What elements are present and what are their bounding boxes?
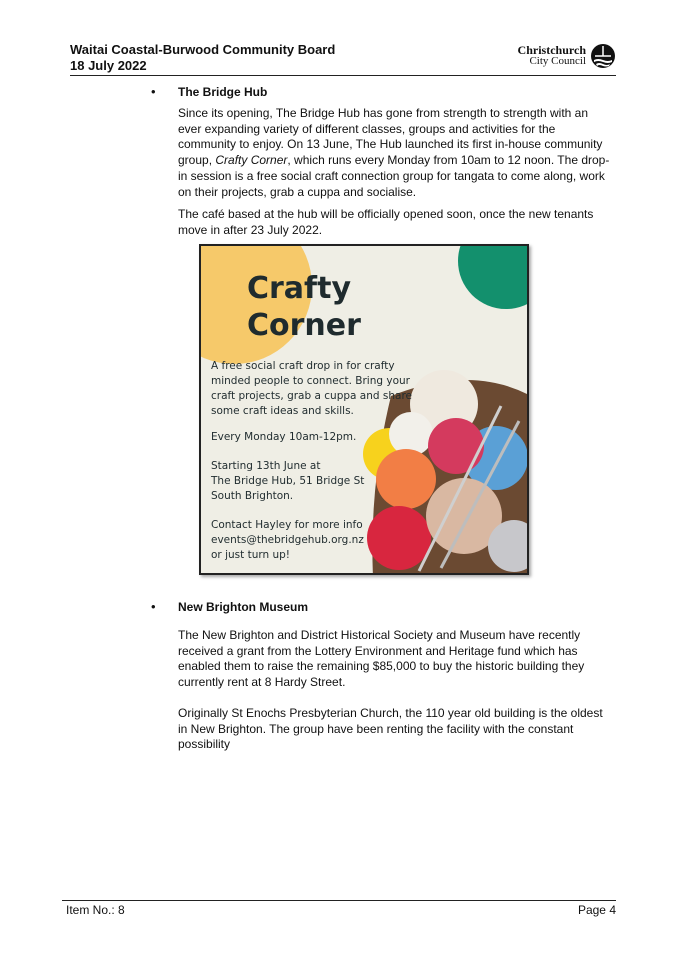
logo-line-2: City Council: [529, 55, 586, 67]
page-header: [70, 42, 616, 76]
museum-paragraph-1: The New Brighton and District Historical Society and Museum have recently received a grant from the Lottery Environment and Heritage fund which has enabled them to raise the remaining $85,000 to buy the historic building they currently rent at 8 Hardy Street.: [178, 628, 585, 690]
bullet-marker: •: [151, 599, 156, 614]
board-title: Waitai Coastal-Burwood Community Board: [70, 42, 336, 57]
poster-location: Starting 13th June at The Bridge Hub, 51 Bridge St South Brighton.: [211, 460, 365, 502]
green-circle-shape: [458, 246, 529, 309]
poster-intro: A free social craft drop in for crafty minded people to connect. Bring your craft projects, grab a cuppa and share some craft ideas and skills.: [211, 360, 412, 417]
crafty-corner-emphasis: Crafty Corner: [215, 153, 288, 168]
logo-line-1: Christchurch: [517, 43, 586, 57]
council-emblem-icon: [590, 43, 616, 69]
page-footer: [62, 900, 616, 917]
poster-title: Crafty Corner: [247, 271, 361, 343]
item-number: Item No.: 8: [66, 903, 125, 917]
poster-schedule: Every Monday 10am-12pm.: [211, 431, 357, 443]
section-heading-bridge-hub: The Bridge Hub: [178, 85, 268, 99]
council-logo: [518, 42, 616, 70]
bullet-marker: •: [151, 84, 156, 99]
bridge-hub-paragraph: Since its opening, The Bridge Hub has gone from strength to strength with an ever expanding variety of different classes, groups and activities for the community to enjoy. On 13 June, The Hub launched its first in-house community group, Crafty Corner, which runs every Monday from 10am to 12 noon. The drop-in session is a free social craft connection group for tangata to come along, work on their projects, grab a cuppa and socialise.: [178, 106, 610, 199]
poster-contact: Contact Hayley for more info events@thebridgehub.org.nz or just turn up!: [211, 519, 364, 561]
page-number: Page 4: [577, 903, 616, 917]
crafty-corner-poster: [199, 244, 529, 575]
meeting-date: 18 July 2022: [70, 58, 147, 73]
cafe-paragraph: The café based at the hub will be officially opened soon, once the new tenants move in after 23 July 2022.: [178, 207, 594, 237]
museum-paragraph-2: Originally St Enochs Presbyterian Church, the 110 year old building is the oldest in New Brighton. The group have been renting the facility with the constant possibility: [178, 706, 603, 752]
section-heading-museum: New Brighton Museum: [178, 600, 309, 614]
